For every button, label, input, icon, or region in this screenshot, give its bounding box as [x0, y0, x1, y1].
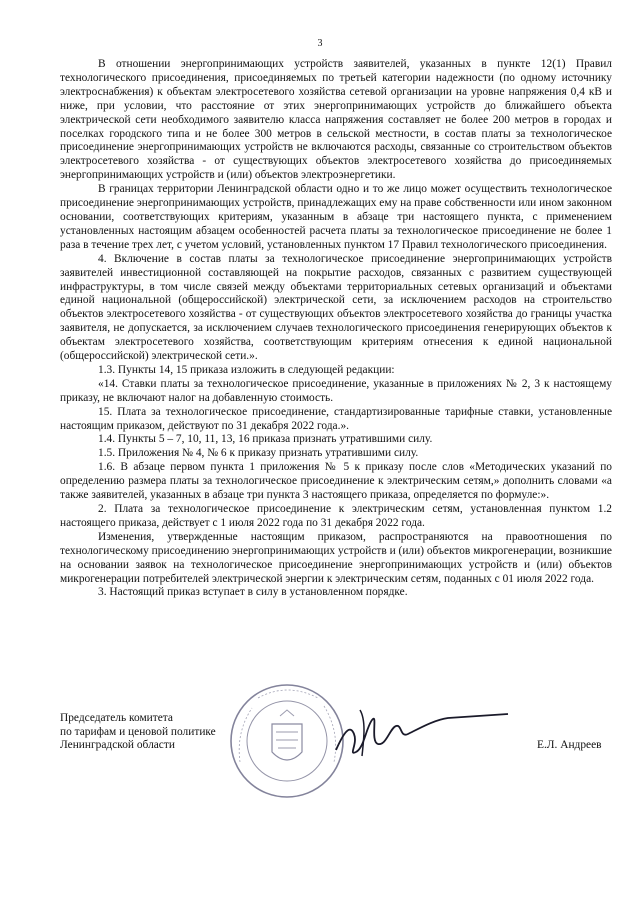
- signatory-title-line: Ленинградской области: [60, 739, 175, 752]
- paragraph: 1.5. Приложения № 4, № 6 к приказу признать утратившими силу.: [98, 447, 419, 460]
- paragraph: 1.3. Пункты 14, 15 приказа изложить в следующей редакции:: [98, 363, 395, 376]
- paragraph: 1.6. В абзаце первом пункта 1 приложения № 5 к приказу после слов «Методических указаний по определению размера платы за технологическое присоединение к электрическим сетям,» дополнить словами «а также заявителей, указанных в абзаце три пункта 3 настоящего приказа, определяется по формуле:».: [60, 461, 612, 502]
- signatory-name: Е.Л. Андреев: [537, 739, 602, 751]
- paragraph: 1.4. Пункты 5 – 7, 10, 11, 13, 16 приказа признать утратившими силу.: [98, 433, 433, 446]
- handwritten-signature-icon: [330, 698, 510, 766]
- signatory-title-line: по тарифам и ценовой политике: [60, 725, 216, 738]
- signatory-title-line: Председатель комитета: [60, 712, 173, 724]
- paragraph: Изменения, утвержденные настоящим приказом, распространяются на правоотношения по технологическому присоединению энергопринимающих устройств и (или) объектов микрогенерации, возникшие на основании заявок на технологическое присоединение энергопринимающих устройств и (или) объектов микрогенерации потребителей электрической энергии к электрическим сетям, поданных с 01 июля 2022 года.: [60, 530, 612, 585]
- official-seal-icon: [228, 682, 346, 800]
- paragraph: В отношении энергопринимающих устройств заявителей, указанных в пункте 12(1) Правил технологического присоединения, присоединяемых по третьей категории надежности (по одному источнику электроснабжения) к объектам электросетевого хозяйства сетевой организации на уровне напряжения 0,4 кВ и ниже, при условии, что расстояние от этих энергопринимающих устройств до ближайшего объекта электрической сети необходимого заявителю класса напряжения составляет не более 200 метров в городах и поселках городского типа и не более 300 метров в сельской местности, в состав платы за технологическое присоединение энергопринимающих устройств не включаются расходы, связанные со строительством объектов электросетевого хозяйства - от существующих объектов электросетевого хозяйства до присоединяемых энергопринимающих устройств и (или) объектов электроэнергетики.: [60, 58, 612, 182]
- paragraph: 2. Плата за технологическое присоединение к электрическим сетям, установленная пунктом 1.2 настоящего приказа, действует с 1 июля 2022 года по 31 декабря 2022 года.: [60, 503, 612, 529]
- paragraph: В границах территории Ленинградской области одно и то же лицо может осуществить технологическое присоединение энергопринимающих устройств, принадлежащих ему на праве собственности или ином законном основании, соответствующих критериям, указанным в абзаце три настоящего пункта, с применением установленных настоящим абзацем особенностей расчета платы за технологическое присоединение не более 1 раза в течение трех лет, с учетом условий, установленных пунктом 17 Правил технологического присоединения.: [60, 183, 612, 251]
- paragraph: «14. Ставки платы за технологическое присоединение, указанные в приложениях № 2, 3 к настоящему приказу, не включают налог на добавленную стоимость.: [60, 377, 612, 404]
- page-number: 3: [317, 38, 323, 49]
- document-body: [60, 58, 612, 600]
- paragraph: 3. Настоящий приказ вступает в силу в установленном порядке.: [98, 586, 408, 599]
- paragraph: 15. Плата за технологическое присоединение, стандартизированные тарифные ставки, установленные настоящим приказом, действуют по 31 декабря 2022 года.».: [60, 405, 612, 432]
- paragraph: 4. Включение в состав платы за технологическое присоединение энергопринимающих устройств заявителей инвестиционной составляющей на покрытие расходов, связанных с развитием существующей инфраструктуры, в том числе связей между объектами территориальных сетевых организаций и объектами единой национальной (общероссийской) электрической сети, за исключением расходов на строительство объектов электросетевого хозяйства - от существующих объектов электросетевого хозяйства до границы участка заявителя, не допускается, за исключением случаев технологического присоединения генерирующих объектов к объектам электросетевого хозяйства, соответствующим критериям отнесения к единой национальной (общероссийской) электрической сети.».: [60, 252, 612, 363]
